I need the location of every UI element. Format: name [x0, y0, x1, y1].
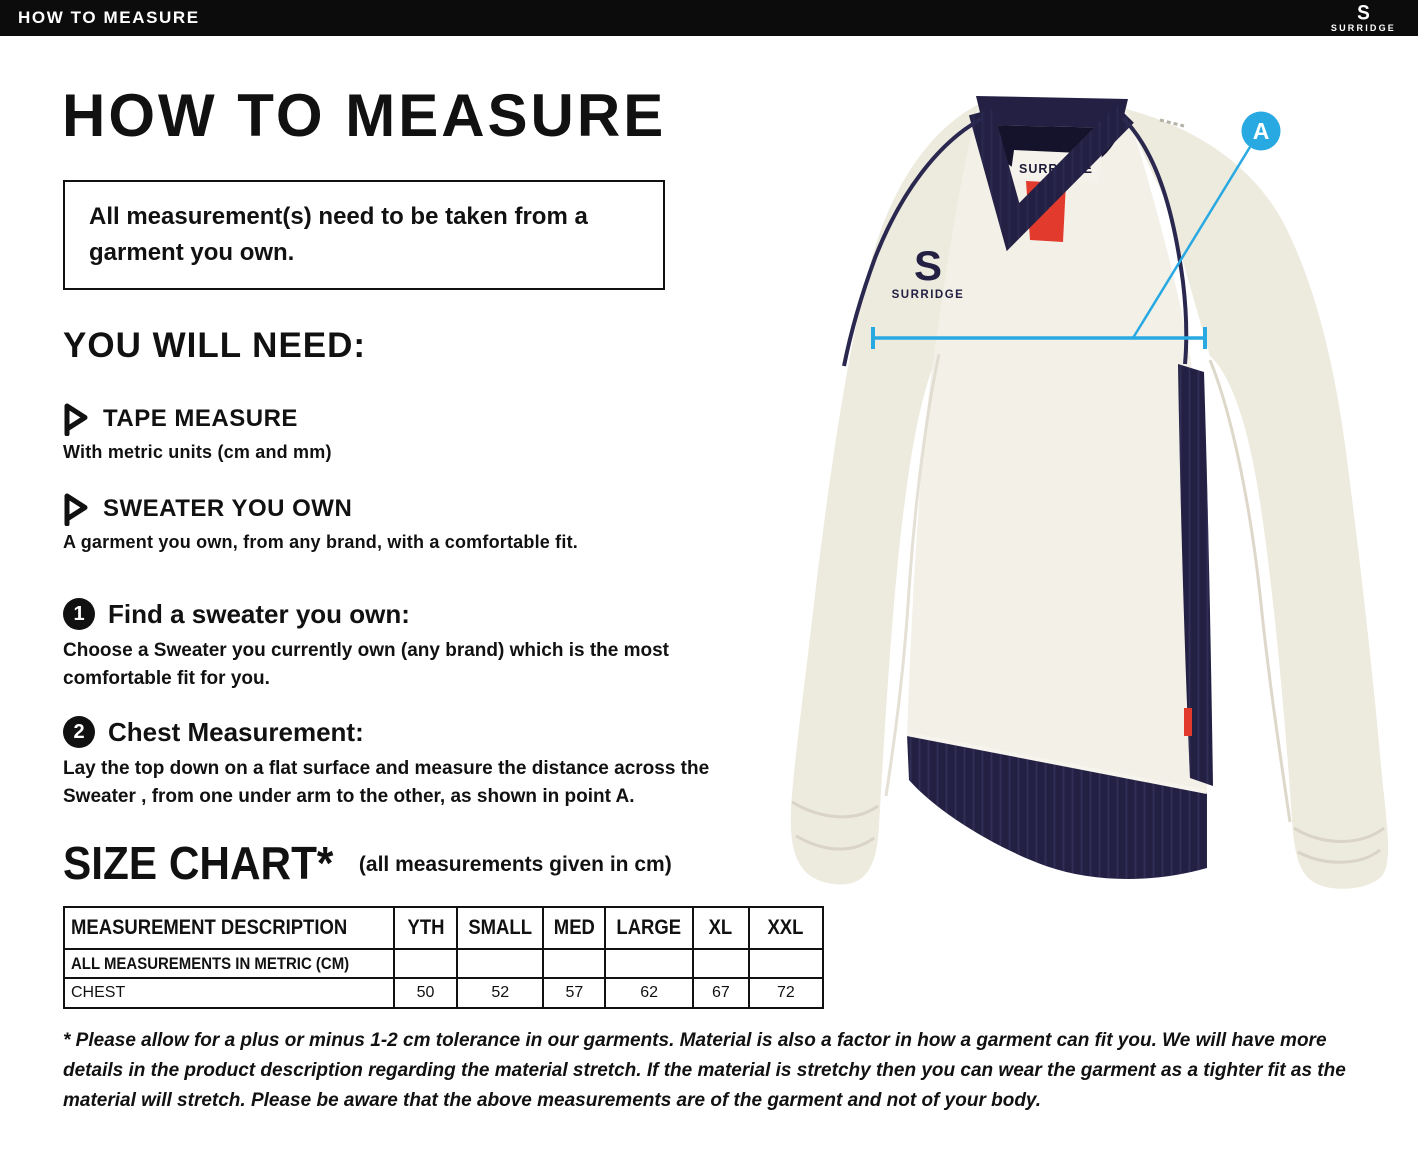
need-item-sweater [63, 492, 578, 553]
cell: 72 [749, 978, 823, 1008]
surridge-wordmark: SURRIDGE [1330, 22, 1396, 33]
row-label: CHEST [64, 978, 394, 1008]
you-will-need-heading: YOU WILL NEED: [63, 326, 367, 365]
cell: 62 [605, 978, 693, 1008]
column-header: LARGE [616, 916, 682, 939]
cell: 50 [394, 978, 457, 1008]
step-number-badge: 1 [63, 598, 95, 630]
need-item-title: SWEATER YOU OWN [103, 495, 353, 522]
need-item-tape-measure [63, 402, 332, 463]
step-2 [63, 716, 721, 810]
column-header: MED [553, 916, 595, 939]
tolerance-footnote: * Please allow for a plus or minus 1-2 cm tolerance in our garments. Material is also a factor in how a garment can fit you. We will have more details in the product description regarding the material stretch. If the material is stretchy then you can wear the garment as a tighter fit as the material will stretch. Please be aware that the above measurements are of the garment and not of your body. [63, 1030, 1346, 1112]
size-chart-heading-row [63, 837, 672, 889]
need-item-description: A garment you own, from any brand, with a comfortable fit. [63, 532, 578, 552]
need-item-title: TAPE MEASURE [103, 405, 298, 432]
table-row [64, 949, 823, 978]
step-title: Find a sweater you own: [108, 598, 410, 629]
step-title: Chest Measurement: [108, 716, 364, 747]
table-row [64, 978, 823, 1008]
need-item-description: With metric units (cm and mm) [63, 442, 332, 462]
step-number-badge: 2 [63, 716, 95, 748]
step-description: Lay the top down on a flat surface and measure the distance across the Sweater , from one under arm to the other, as shown in point A. [63, 758, 710, 807]
step-description: Choose a Sweater you currently own (any brand) which is the most comfortable fit for you. [63, 640, 670, 689]
cell [457, 949, 543, 978]
cell: 57 [543, 978, 605, 1008]
triangle-bullet-icon [63, 402, 90, 436]
column-header: YTH [407, 916, 445, 939]
point-a-label: A [1252, 118, 1270, 144]
surridge-s-icon: S [1357, 1, 1370, 25]
cell: 52 [457, 978, 543, 1008]
page-title: HOW TO MEASURE [62, 82, 667, 149]
neck-label-text: SURRIDGE [1019, 162, 1093, 176]
top-bar-title: HOW TO MEASURE [18, 8, 200, 27]
column-header: XL [709, 916, 733, 939]
step-1 [63, 598, 721, 692]
cell [543, 949, 605, 978]
column-header: SMALL [468, 916, 533, 939]
table-header-row [64, 907, 823, 949]
sweater-photo [780, 30, 1418, 920]
cell [749, 949, 823, 978]
size-chart-note: (all measurements given in cm) [358, 853, 672, 876]
triangle-bullet-icon [63, 492, 90, 526]
side-seam-tag [1184, 708, 1192, 736]
chest-logo-wordmark: SURRIDGE [891, 289, 965, 301]
cell [693, 949, 749, 978]
surridge-logo [1330, 1, 1396, 33]
cell [394, 949, 457, 978]
chest-logo-s-icon: S [913, 242, 943, 289]
column-header: MEASUREMENT DESCRIPTION [71, 916, 348, 939]
row-label: ALL MEASUREMENTS IN METRIC (CM) [71, 953, 350, 973]
size-chart-title: SIZE CHART* [63, 837, 334, 889]
column-header: XXL [767, 916, 804, 939]
cell: 67 [693, 978, 749, 1008]
size-chart-table [63, 906, 824, 1009]
notice-box: All measurement(s) need to be taken from a garment you own. [63, 180, 665, 290]
cell [605, 949, 693, 978]
